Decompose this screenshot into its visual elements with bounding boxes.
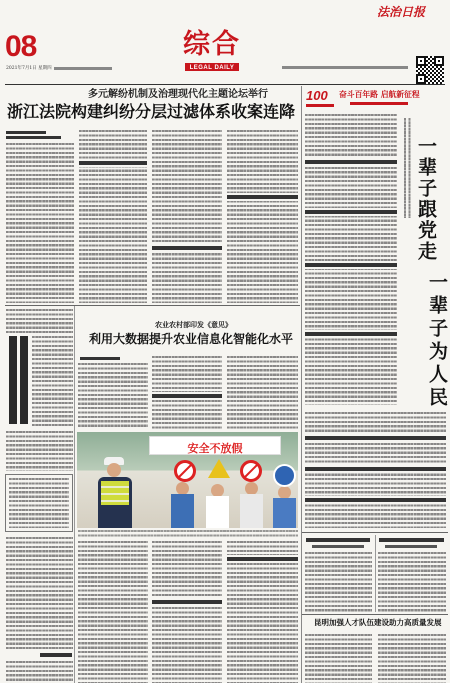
police-vest xyxy=(101,481,129,505)
body-text-column xyxy=(227,356,298,429)
photo-banner xyxy=(149,436,281,455)
child-body xyxy=(240,494,263,528)
body-text-column xyxy=(79,130,147,303)
body-text-column xyxy=(305,552,372,612)
agri-kicker: 农业农村部印发《意见》 xyxy=(155,320,232,329)
lead-subheading xyxy=(79,159,147,167)
agri-headline: 利用大数据提升农业信息化智能化水平 xyxy=(89,332,294,346)
police-head xyxy=(107,463,121,477)
body-text-column xyxy=(152,130,222,303)
body-text-column xyxy=(378,552,446,612)
left-column-rule xyxy=(74,306,75,683)
body-text-column xyxy=(227,130,298,303)
body-text-column xyxy=(32,336,73,428)
qr-code xyxy=(416,56,444,84)
header-rule xyxy=(5,84,445,85)
body-text-column xyxy=(6,537,73,649)
editor-credits-line xyxy=(282,66,408,69)
lead-subheading xyxy=(152,244,222,252)
body-text-column xyxy=(6,661,73,683)
feature-headline-line-1: 一辈子跟党走 xyxy=(415,136,437,262)
feature-subheading xyxy=(305,434,446,442)
anniversary-logo: 100 xyxy=(306,88,328,103)
warning-triangle-sign-icon xyxy=(208,459,230,478)
body-text-column xyxy=(9,478,69,528)
sidebar-boxed-note xyxy=(5,474,73,532)
body-text-column xyxy=(378,634,446,683)
feature-subheading xyxy=(305,496,446,504)
sidebar-vertical-headline xyxy=(20,336,28,424)
feature-subheading xyxy=(305,158,397,166)
page-number: 08 xyxy=(5,30,37,63)
child-body xyxy=(171,494,194,528)
short-news-divider xyxy=(375,535,376,612)
body-text-column xyxy=(6,431,73,471)
short-news-rule xyxy=(302,532,448,533)
lead-subheading xyxy=(227,193,298,201)
section-subtitle-bar xyxy=(185,63,239,71)
child-body xyxy=(273,498,296,528)
body-text-column xyxy=(6,143,74,303)
contact-line xyxy=(54,67,112,70)
no-entry-sign-icon xyxy=(174,460,196,482)
lead-bottom-rule xyxy=(5,305,300,306)
news-photo xyxy=(77,432,298,528)
short-news-headline xyxy=(379,538,444,542)
lead-byline xyxy=(6,131,46,134)
paper-logo: 法治日报 xyxy=(377,5,426,19)
body-text-column xyxy=(78,363,148,429)
feature-subheading xyxy=(305,208,397,216)
photo-banner-text: 安全不放假 xyxy=(187,442,243,455)
kunming-headline: 昆明加强人才队伍建设助力高质量发展 xyxy=(314,618,442,627)
feature-banner: 奋斗百年路 启航新征程 xyxy=(339,90,420,99)
lead-kicker: 多元解纷机制及治理现代化主题论坛举行 xyxy=(88,89,268,100)
feature-subheading xyxy=(305,261,397,269)
feature-subheading xyxy=(305,330,397,338)
qr-finder xyxy=(416,56,426,66)
lead-byline xyxy=(6,136,61,139)
qr-finder xyxy=(416,74,426,84)
right-column-rule xyxy=(301,86,302,683)
agri-subheading xyxy=(152,392,222,400)
short-news-headline xyxy=(306,538,370,542)
short-news-headline xyxy=(312,545,364,548)
child-body xyxy=(206,496,229,528)
blue-sign-icon xyxy=(273,464,296,487)
body-text-column xyxy=(152,541,222,683)
agri-subheading xyxy=(152,598,222,606)
agri-subheading xyxy=(227,555,298,563)
section-title: 综合 xyxy=(183,29,241,60)
feature-subheading xyxy=(305,465,446,473)
section-subtitle: LEGAL DAILY xyxy=(189,63,235,71)
body-text-column xyxy=(6,309,73,333)
agri-byline xyxy=(80,357,120,360)
body-text-column xyxy=(78,541,148,683)
feature-banner-slogan xyxy=(350,102,408,105)
lead-headline: 浙江法院构建纠纷分层过滤体系收案连降 xyxy=(7,102,296,121)
photo-caption xyxy=(78,530,298,537)
sidebar-vertical-headline xyxy=(9,336,17,424)
anniversary-ribbon xyxy=(306,104,334,107)
sidebar-subheading xyxy=(40,653,72,657)
short-news-headline xyxy=(385,545,437,548)
body-text-column xyxy=(305,634,372,683)
kunming-rule xyxy=(302,614,448,615)
feature-headline-line-2: 一辈子为人民 xyxy=(426,272,448,410)
prohibition-sign-icon xyxy=(240,460,262,482)
feature-vertical-deck xyxy=(404,118,411,218)
issue-date: 2021年7月1日 星期四 xyxy=(6,65,52,71)
qr-finder xyxy=(434,56,444,66)
